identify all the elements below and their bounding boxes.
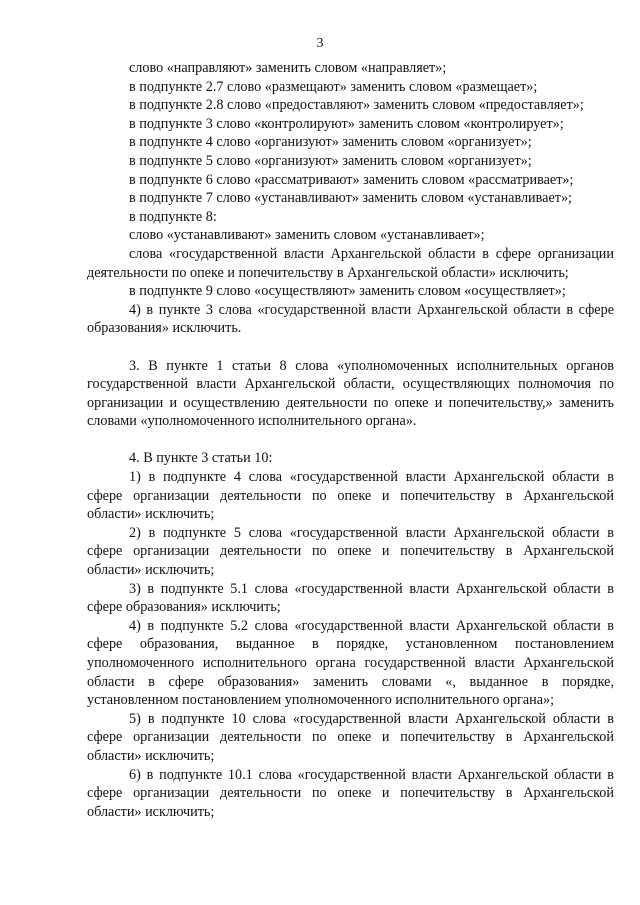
paragraph: 4) в подпункте 5.2 слова «государственной власти Архангельской области в сфере образования, выданное в порядке, установленном постановлением уполномоченного исполнительного органа государственной власти Архангельской области в сфере образования» заменить словами «, выданное в порядке, установленном постановлением уполномоченного исполнительного органа»;	[87, 617, 614, 709]
paragraph: 3) в подпункте 5.1 слова «государственной власти Архангельской области в сфере образования» исключить;	[87, 580, 614, 616]
paragraph: в подпункте 7 слово «устанавливают» заменить словом «устанавливает»;	[129, 190, 572, 207]
paragraph: в подпункте 3 слово «контролируют» заменить словом «контролирует»;	[129, 115, 564, 132]
paragraph: 5) в подпункте 10 слова «государственной власти Архангельской области в сфере организации деятельности по опеке и попечительству в Архангельской области» исключить;	[87, 710, 614, 764]
paragraph: 3. В пункте 1 статьи 8 слова «уполномоченных исполнительных органов государственной власти Архангельской области, осуществляющих полномочия по организации и осуществлению деятельности по опеке и попечительству,» заменить словами «уполномоченного исполнительного органа».	[87, 357, 614, 430]
paragraph: в подпункте 4 слово «организуют» заменить словом «организует»;	[129, 134, 532, 151]
page-number: 3	[316, 36, 324, 51]
paragraph: слово «устанавливают» заменить словом «устанавливает»;	[129, 227, 485, 244]
paragraph: в подпункте 2.7 слово «размещают» заменить словом «размещает»;	[129, 78, 538, 95]
paragraph: 6) в подпункте 10.1 слова «государственной власти Архангельской области в сфере организации деятельности по опеке и попечительству в Архангельской области» исключить;	[87, 766, 614, 820]
paragraph: в подпункте 5 слово «организуют» заменить словом «организует»;	[129, 152, 532, 169]
paragraph: 4) в пункте 3 слова «государственной власти Архангельской области в сфере образования» исключить.	[87, 301, 614, 337]
paragraph: 4. В пункте 3 статьи 10:	[129, 450, 273, 467]
document-body	[87, 59, 614, 821]
paragraph: в подпункте 6 слово «рассматривают» заменить словом «рассматривает»;	[129, 171, 574, 188]
paragraph: 1) в подпункте 4 слова «государственной власти Архангельской области в сфере организации деятельности по опеке и попечительству в Архангельской области» исключить;	[87, 469, 614, 523]
paragraph: слова «государственной власти Архангельской области в сфере организации деятельности по опеке и попечительству в Архангельской области» исключить;	[87, 245, 614, 281]
paragraph: 2) в подпункте 5 слова «государственной власти Архангельской области в сфере организации деятельности по опеке и попечительству в Архангельской области» исключить;	[87, 524, 614, 579]
paragraph: в подпункте 8:	[129, 208, 217, 225]
paragraph: в подпункте 9 слово «осуществляют» заменить словом «осуществляет»;	[129, 283, 566, 300]
paragraph: в подпункте 2.8 слово «предоставляют» заменить словом «предоставляет»;	[129, 97, 584, 114]
paragraph: слово «направляют» заменить словом «направляет»;	[129, 60, 447, 76]
